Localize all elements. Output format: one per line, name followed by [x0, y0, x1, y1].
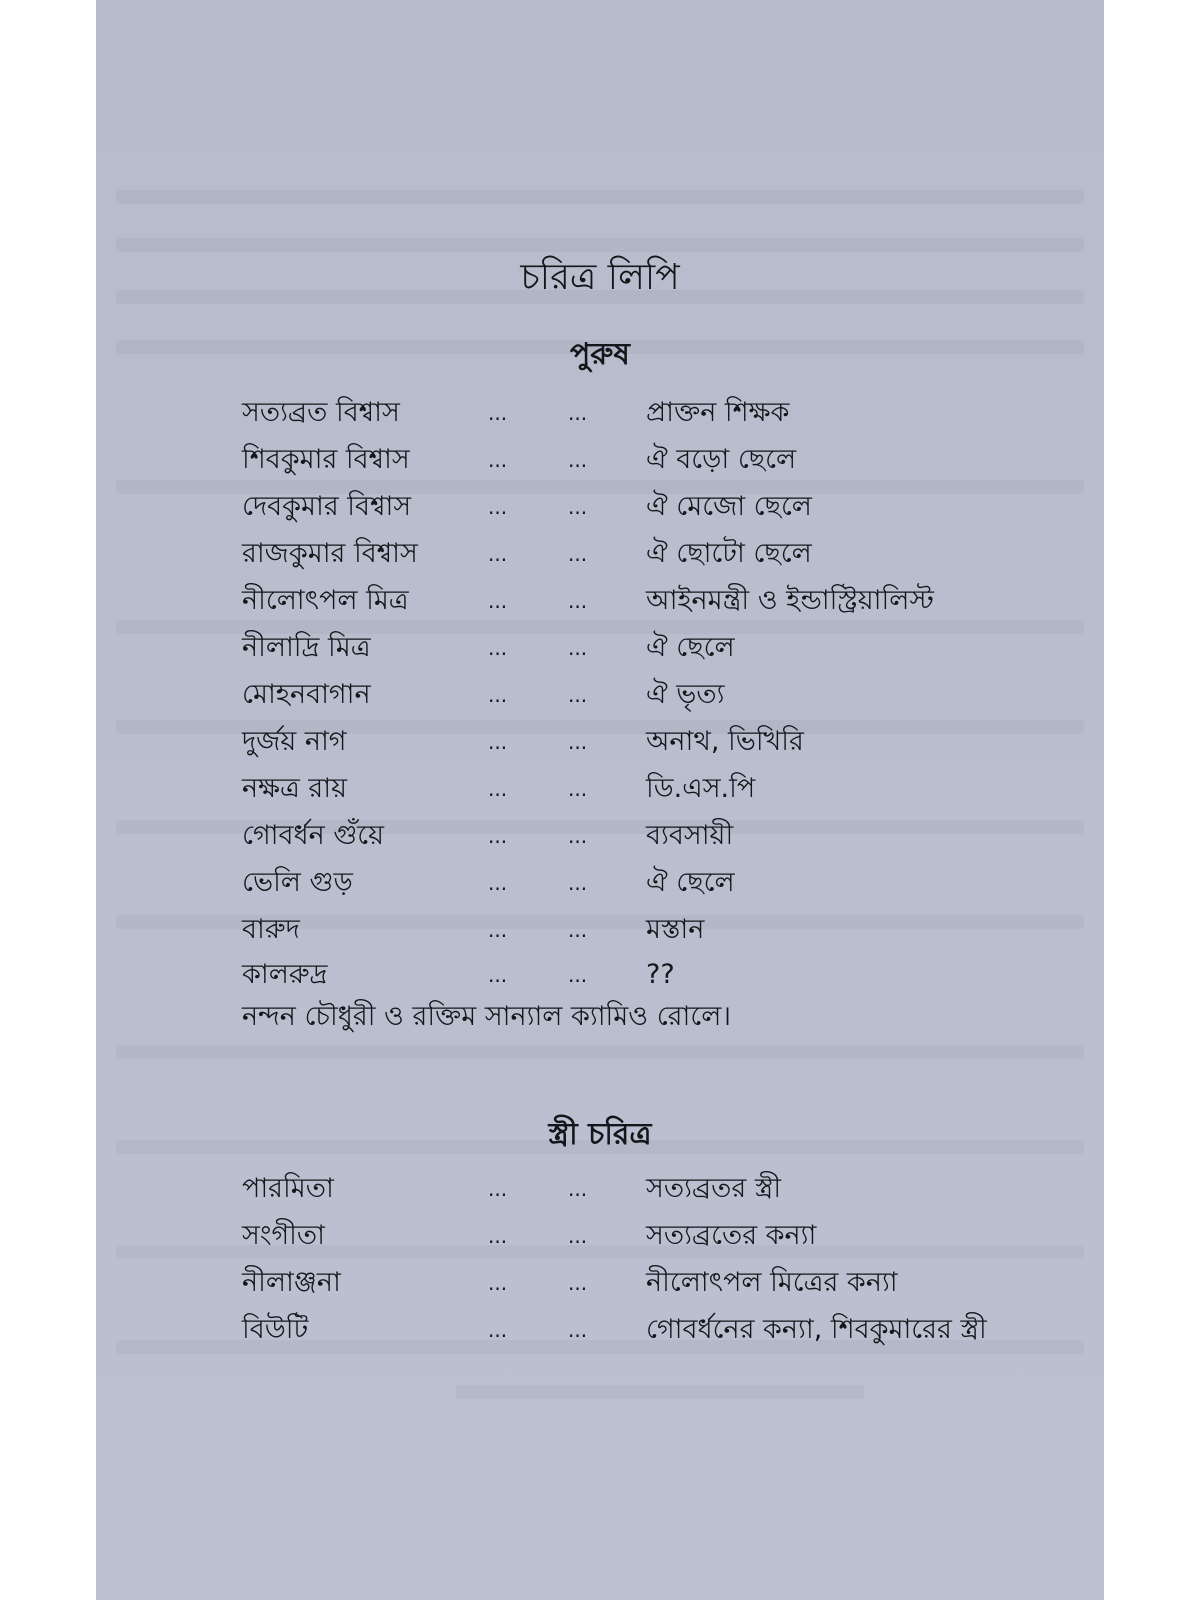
character-role: ঐ ছোটো ছেলে [646, 538, 812, 569]
leader-dots: ... [488, 777, 508, 801]
bleed-through-line [116, 238, 1084, 252]
leader-dots: ... [488, 918, 508, 942]
leader-dots: ... [568, 401, 588, 425]
leader-dots: ... [568, 495, 588, 519]
cameo-note: নন্দন চৌধুরী ও রক্তিম সান্যাল ক্যামিও রোলে। [242, 1001, 731, 1032]
bleed-through-line [116, 1045, 1084, 1059]
character-name: ভেলি গুড় [242, 867, 353, 898]
leader-dots: ... [568, 1177, 588, 1201]
leader-dots: ... [568, 589, 588, 613]
leader-dots: ... [488, 589, 508, 613]
bleed-through-line [456, 1385, 864, 1399]
character-role: মস্তান [646, 914, 705, 945]
character-name: পারমিতা [242, 1173, 334, 1204]
character-name: গোবর্ধন গুঁয়ে [242, 820, 385, 851]
leader-dots: ... [488, 683, 508, 707]
leader-dots: ... [568, 824, 588, 848]
leader-dots: ... [488, 1271, 508, 1295]
cast-row [96, 1307, 1104, 1353]
leader-dots: ... [568, 636, 588, 660]
character-role: ঐ বড়ো ছেলে [646, 444, 797, 475]
leader-dots: ... [568, 1318, 588, 1342]
character-role: ঐ ছেলে [646, 867, 735, 898]
cast-row [96, 860, 1104, 906]
cast-row [96, 766, 1104, 812]
cast-row [96, 1166, 1104, 1212]
character-name: কালরুদ্র [242, 959, 328, 990]
book-page [96, 0, 1104, 1600]
leader-dots: ... [568, 683, 588, 707]
character-name: নীলাদ্রি মিত্র [242, 632, 371, 663]
character-role: ?? [646, 959, 675, 990]
character-role: সত্যব্রতর স্ত্রী [646, 1173, 782, 1204]
section-heading-men: পুরুষ [570, 337, 630, 372]
leader-dots: ... [568, 730, 588, 754]
cast-row [96, 952, 1104, 998]
leader-dots: ... [568, 1224, 588, 1248]
bleed-through-line [116, 190, 1084, 204]
leader-dots: ... [568, 871, 588, 895]
character-role: ব্যবসায়ী [646, 820, 734, 851]
leader-dots: ... [488, 636, 508, 660]
character-role: ঐ ভৃত্য [646, 679, 725, 710]
section-heading-women: স্ত্রী চরিত্র [548, 1117, 652, 1152]
character-role: ঐ ছেলে [646, 632, 735, 663]
cast-row [96, 719, 1104, 765]
character-name: বারুদ [242, 914, 300, 945]
leader-dots: ... [568, 1271, 588, 1295]
character-role: ঐ মেজো ছেলে [646, 491, 812, 522]
character-name: নীলোৎপল মিত্র [242, 585, 409, 616]
leader-dots: ... [488, 871, 508, 895]
cast-row [96, 907, 1104, 953]
character-role: আইনমন্ত্রী ও ইন্ডাস্ট্রিয়ালিস্ট [646, 585, 934, 616]
cast-row [96, 437, 1104, 483]
character-name: সত্যব্রত বিশ্বাস [242, 397, 400, 428]
character-name: নক্ষত্র রায় [242, 773, 347, 804]
character-role: ডি.এস.পি [646, 773, 756, 804]
cast-row [96, 625, 1104, 671]
character-name: নীলাঞ্জনা [242, 1267, 341, 1298]
cast-row [96, 484, 1104, 530]
leader-dots: ... [488, 542, 508, 566]
cast-row [96, 1260, 1104, 1306]
cast-row [96, 390, 1104, 436]
cast-row [96, 1213, 1104, 1259]
leader-dots: ... [488, 495, 508, 519]
cast-row [96, 531, 1104, 577]
cast-row [96, 578, 1104, 624]
character-name: রাজকুমার বিশ্বাস [242, 538, 418, 569]
character-name: দেবকুমার বিশ্বাস [242, 491, 412, 522]
leader-dots: ... [488, 1318, 508, 1342]
character-role: সত্যব্রতের কন্যা [646, 1220, 817, 1251]
leader-dots: ... [568, 918, 588, 942]
character-role: অনাথ, ভিখিরি [646, 726, 804, 757]
character-role: নীলোৎপল মিত্রের কন্যা [646, 1267, 898, 1298]
leader-dots: ... [488, 1177, 508, 1201]
leader-dots: ... [488, 824, 508, 848]
character-role: গোবর্ধনের কন্যা, শিবকুমারের স্ত্রী [646, 1314, 987, 1345]
leader-dots: ... [568, 542, 588, 566]
cast-row [96, 672, 1104, 718]
character-name: বিউটি [242, 1314, 309, 1345]
character-name: সংগীতা [242, 1220, 325, 1251]
leader-dots: ... [568, 448, 588, 472]
leader-dots: ... [488, 963, 508, 987]
page-title: চরিত্র লিপি [520, 257, 680, 298]
cast-row [96, 813, 1104, 859]
character-name: মোহনবাগান [242, 679, 371, 710]
character-name: শিবকুমার বিশ্বাস [242, 444, 410, 475]
leader-dots: ... [488, 730, 508, 754]
leader-dots: ... [488, 401, 508, 425]
leader-dots: ... [488, 1224, 508, 1248]
leader-dots: ... [568, 777, 588, 801]
leader-dots: ... [568, 963, 588, 987]
character-role: প্রাক্তন শিক্ষক [646, 397, 790, 428]
character-name: দুর্জয় নাগ [242, 726, 347, 757]
leader-dots: ... [488, 448, 508, 472]
